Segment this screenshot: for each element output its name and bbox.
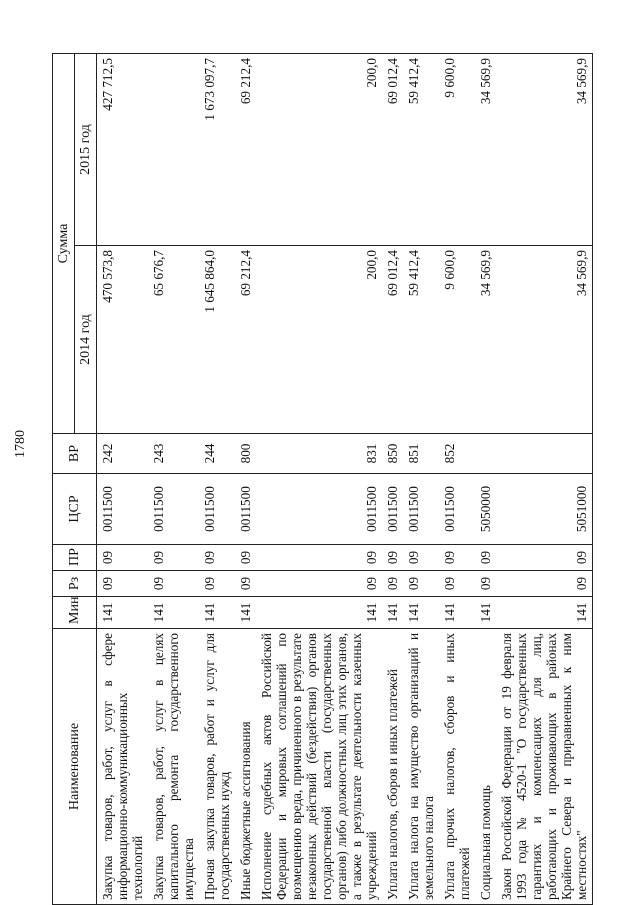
row-amount-2014: 65 676,7 bbox=[148, 246, 199, 434]
col-header-name: Наименование bbox=[53, 629, 97, 905]
col-header-2014: 2014 год bbox=[75, 246, 97, 434]
row-amount-2014: 69 012,4 bbox=[382, 246, 403, 434]
row-name: Уплата прочих налогов, сборов и иных платежей bbox=[439, 629, 475, 905]
col-header-2015: 2015 год bbox=[75, 54, 97, 246]
table-row bbox=[403, 54, 439, 905]
row-rz: 09 bbox=[148, 571, 199, 597]
row-name: Закупка товаров, работ, услуг в целях капитального ремонта государственного имущества bbox=[148, 629, 199, 905]
row-amount-2014: 9 600,0 bbox=[439, 246, 475, 434]
row-vr: 243 bbox=[148, 434, 199, 474]
table-row bbox=[97, 54, 149, 905]
row-amount-2015: 427 712,5 bbox=[97, 54, 149, 246]
row-csr: 0011500 bbox=[148, 474, 199, 545]
row-vr: 244 bbox=[199, 434, 235, 474]
row-amount-2014: 1 645 864,0 bbox=[199, 246, 235, 434]
row-rz: 09 bbox=[439, 571, 475, 597]
row-pr: 09 bbox=[256, 545, 382, 571]
row-min: 141 bbox=[475, 597, 496, 629]
row-csr: 5050000 bbox=[475, 474, 496, 545]
row-pr: 09 bbox=[403, 545, 439, 571]
row-vr: 800 bbox=[235, 434, 256, 474]
row-name: Социальная помощь bbox=[475, 629, 496, 905]
table-row bbox=[439, 54, 475, 905]
row-vr: 831 bbox=[256, 434, 382, 474]
row-rz: 09 bbox=[382, 571, 403, 597]
table-row bbox=[235, 54, 256, 905]
col-header-summa: Сумма bbox=[53, 54, 75, 434]
row-pr: 09 bbox=[148, 545, 199, 571]
row-pr: 09 bbox=[496, 545, 593, 571]
row-name: Прочая закупка товаров, работ и услуг для государственных нужд bbox=[199, 629, 235, 905]
row-vr: 852 bbox=[439, 434, 475, 474]
row-amount-2015: 69 012,4 bbox=[382, 54, 403, 246]
row-vr: 851 bbox=[403, 434, 439, 474]
row-csr: 0011500 bbox=[199, 474, 235, 545]
row-amount-2015: 34 569,9 bbox=[475, 54, 496, 246]
col-header-csr: ЦСР bbox=[53, 474, 97, 545]
row-amount-2015: 9 600,0 bbox=[439, 54, 475, 246]
row-csr: 5051000 bbox=[496, 474, 593, 545]
row-amount-2015: 59 412,4 bbox=[403, 54, 439, 246]
row-amount-2014: 34 569,9 bbox=[475, 246, 496, 434]
row-amount-2015: 69 212,4 bbox=[235, 54, 256, 246]
row-rz: 09 bbox=[235, 571, 256, 597]
row-amount-2014: 59 412,4 bbox=[403, 246, 439, 434]
row-rz: 09 bbox=[403, 571, 439, 597]
row-min: 141 bbox=[496, 597, 593, 629]
row-amount-2015 bbox=[148, 54, 199, 246]
col-header-vr: ВР bbox=[53, 434, 97, 474]
col-header-min: Мин bbox=[53, 597, 97, 629]
row-csr: 0011500 bbox=[256, 474, 382, 545]
row-amount-2015: 1 673 097,7 bbox=[199, 54, 235, 246]
row-min: 141 bbox=[439, 597, 475, 629]
col-header-pr: ПР bbox=[53, 545, 97, 571]
row-min: 141 bbox=[148, 597, 199, 629]
table-row bbox=[496, 54, 593, 905]
row-min: 141 bbox=[97, 597, 149, 629]
row-rz: 09 bbox=[475, 571, 496, 597]
page-number: 1780 bbox=[13, 430, 28, 458]
table-row bbox=[199, 54, 235, 905]
row-vr: 242 bbox=[97, 434, 149, 474]
row-pr: 09 bbox=[97, 545, 149, 571]
row-rz: 09 bbox=[97, 571, 149, 597]
row-name: Уплата налогов, сборов и иных платежей bbox=[382, 629, 403, 905]
row-min: 141 bbox=[199, 597, 235, 629]
row-rz: 09 bbox=[496, 571, 593, 597]
budget-table-container bbox=[52, 54, 640, 905]
row-pr: 09 bbox=[475, 545, 496, 571]
budget-table bbox=[52, 53, 593, 905]
row-rz: 09 bbox=[199, 571, 235, 597]
table-row bbox=[382, 54, 403, 905]
row-min: 141 bbox=[382, 597, 403, 629]
row-pr: 09 bbox=[439, 545, 475, 571]
row-min: 141 bbox=[403, 597, 439, 629]
row-name: Закон Российской Федерации от 19 февраля 1993 года № 4520-1 "О государственных гарантиях и компенсациях для лиц, работающих и проживающих в районах Крайнего Севера и приравненных к ним местностях" bbox=[496, 629, 593, 905]
row-min: 141 bbox=[235, 597, 256, 629]
table-row bbox=[475, 54, 496, 905]
table-row bbox=[148, 54, 199, 905]
row-name: Исполнение судебных актов Российской Федерации и мировых соглашений по возмещению вреда, причиненного в результате незаконных действий (бездействия) органов государственной власти (государственных органов) либо должностных лиц этих органов, а также в результате деятельности казенных учреждений bbox=[256, 629, 382, 905]
row-vr bbox=[475, 434, 496, 474]
row-name: Иные бюджетные ассигнования bbox=[235, 629, 256, 905]
row-amount-2015: 34 569,9 bbox=[496, 54, 593, 246]
row-pr: 09 bbox=[199, 545, 235, 571]
row-pr: 09 bbox=[382, 545, 403, 571]
row-rz: 09 bbox=[256, 571, 382, 597]
row-amount-2014: 69 212,4 bbox=[235, 246, 256, 434]
row-amount-2014: 34 569,9 bbox=[496, 246, 593, 434]
row-csr: 0011500 bbox=[439, 474, 475, 545]
table-row bbox=[256, 54, 382, 905]
row-csr: 0011500 bbox=[235, 474, 256, 545]
table-body bbox=[97, 54, 593, 905]
row-amount-2014: 200,0 bbox=[256, 246, 382, 434]
row-vr bbox=[496, 434, 593, 474]
row-amount-2015: 200,0 bbox=[256, 54, 382, 246]
row-vr: 850 bbox=[382, 434, 403, 474]
row-amount-2014: 470 573,8 bbox=[97, 246, 149, 434]
row-pr: 09 bbox=[235, 545, 256, 571]
row-csr: 0011500 bbox=[403, 474, 439, 545]
row-name: Уплата налога на имущество организаций и земельного налога bbox=[403, 629, 439, 905]
row-csr: 0011500 bbox=[97, 474, 149, 545]
row-name: Закупка товаров, работ, услуг в сфере информационно-коммуникационных технологий bbox=[97, 629, 149, 905]
col-header-rz: Рз bbox=[53, 571, 97, 597]
row-min: 141 bbox=[256, 597, 382, 629]
row-csr: 0011500 bbox=[382, 474, 403, 545]
header-row-top bbox=[53, 54, 75, 905]
